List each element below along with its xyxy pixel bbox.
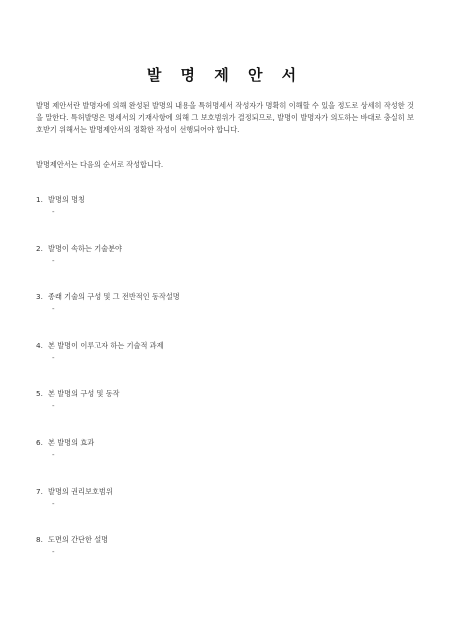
section-heading-text: 본 발명의 효과 [48, 437, 95, 447]
section-heading [36, 195, 416, 205]
section-number: 7. [36, 486, 43, 496]
section-item [36, 244, 416, 293]
section-heading-text: 발명의 명칭 [48, 195, 86, 204]
section-heading-text: 발명이 속하는 기술분야 [48, 243, 123, 253]
section-answer[interactable]: - [52, 450, 55, 459]
instruction-text: 발명제안서는 다음의 순서로 작성합니다. [36, 160, 164, 169]
section-heading [36, 535, 416, 545]
section-answer[interactable]: - [52, 208, 55, 216]
section-item [36, 438, 416, 487]
section-item [36, 389, 416, 438]
intro-paragraph: 발명 제안서란 발명자에 의해 완성된 발명의 내용을 특허명세서 작성자가 명확히 이해할 수 있을 정도로 상세히 작성한 것을 말한다. 특허발명은 명세서의 기재사항에 의해 그 보호범위가 결정되므로, 발명이 발명자가 의도하는 바대로 충실히 보호받기 위해서는 발명제안서의 정확한 작성이 선행되어야 합니다. [36, 101, 414, 134]
section-heading [36, 341, 416, 351]
section-item [36, 292, 416, 341]
section-answer[interactable]: - [52, 305, 55, 314]
section-number: 2. [36, 243, 43, 253]
section-number: 4. [36, 340, 43, 350]
section-heading [36, 244, 416, 254]
section-number: 1. [36, 195, 43, 204]
section-heading-text: 발명의 권리보호범위 [48, 486, 113, 496]
section-number: 5. [36, 389, 43, 399]
section-heading [36, 487, 416, 497]
section-number: 8. [36, 535, 43, 545]
section-answer[interactable]: - [52, 548, 55, 557]
section-item [36, 535, 416, 584]
section-heading [36, 389, 416, 399]
section-answer[interactable]: - [52, 499, 55, 508]
section-number: 3. [36, 292, 43, 302]
document-title: 발 명 제 안 서 [146, 66, 304, 84]
section-heading-text: 도면의 간단한 설명 [48, 535, 109, 545]
section-heading-text: 본 발명의 구성 및 동작 [48, 389, 120, 399]
section-answer[interactable]: - [52, 256, 55, 265]
section-heading-text: 종래 기술의 구성 및 그 전반적인 동작설명 [48, 292, 180, 302]
section-item [36, 487, 416, 536]
section-answer[interactable]: - [52, 402, 55, 411]
section-heading [36, 438, 416, 448]
section-item [36, 195, 416, 244]
section-answer[interactable]: - [52, 353, 55, 362]
section-list [36, 195, 416, 584]
section-item [36, 341, 416, 390]
section-number: 6. [36, 437, 43, 447]
section-heading [36, 292, 416, 302]
section-heading-text: 본 발명이 이루고자 하는 기술적 과제 [48, 340, 164, 350]
